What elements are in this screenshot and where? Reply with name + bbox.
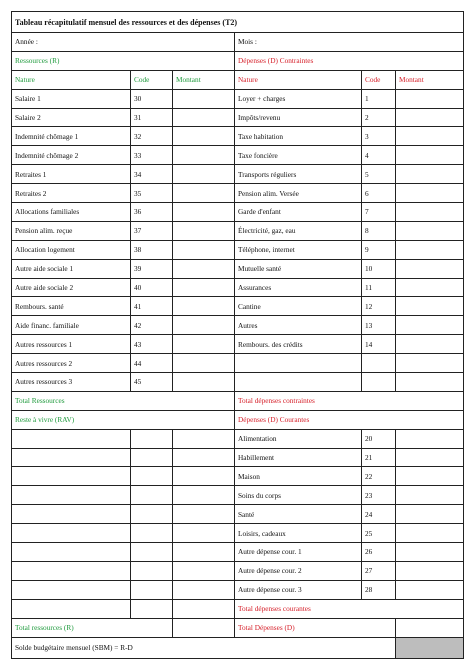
current-expense-amount-input[interactable] xyxy=(396,543,464,562)
resource-code: 37 xyxy=(131,221,173,240)
resource-nature: Salaire 2 xyxy=(12,108,131,127)
current-expense-nature: Autre dépense cour. 3 xyxy=(235,580,362,599)
resource-amount-input[interactable] xyxy=(173,203,235,222)
resources-nature-header: Nature xyxy=(12,70,131,89)
blank-nature-input[interactable] xyxy=(12,561,131,580)
resource-code: 42 xyxy=(131,316,173,335)
current-expense-nature: Maison xyxy=(235,467,362,486)
blank-nature-input[interactable] xyxy=(235,373,362,392)
resource-nature: Aide financ. familiale xyxy=(12,316,131,335)
current-expense-amount-input[interactable] xyxy=(396,580,464,599)
constrained-expense-code: 10 xyxy=(362,259,396,278)
current-expense-code: 21 xyxy=(362,448,396,467)
constrained-expense-code: 5 xyxy=(362,165,396,184)
blank-code-input[interactable] xyxy=(131,429,173,448)
resource-amount-input[interactable] xyxy=(173,259,235,278)
current-expense-code: 20 xyxy=(362,429,396,448)
resource-amount-input[interactable] xyxy=(173,240,235,259)
resource-nature: Allocations familiales xyxy=(12,203,131,222)
current-expense-amount-input[interactable] xyxy=(396,524,464,543)
blank-nature-input[interactable] xyxy=(235,354,362,373)
resource-code: 40 xyxy=(131,278,173,297)
constrained-expense-amount-input[interactable] xyxy=(396,184,464,203)
current-expense-code: 24 xyxy=(362,505,396,524)
blank-amount-input[interactable] xyxy=(173,599,235,618)
constrained-expense-amount-input[interactable] xyxy=(396,108,464,127)
total-resources-label: Total Ressources xyxy=(12,391,235,410)
resource-nature: Indemnité chômage 1 xyxy=(12,127,131,146)
blank-code-input[interactable] xyxy=(131,543,173,562)
resource-amount-input[interactable] xyxy=(173,165,235,184)
resource-amount-input[interactable] xyxy=(173,278,235,297)
constrained-expense-nature: Électricité, gaz, eau xyxy=(235,221,362,240)
current-expense-nature: Autre dépense cour. 2 xyxy=(235,561,362,580)
blank-nature-input[interactable] xyxy=(12,505,131,524)
blank-nature-input[interactable] xyxy=(12,448,131,467)
resource-nature: Autres ressources 2 xyxy=(12,354,131,373)
resource-code: 30 xyxy=(131,89,173,108)
resource-amount-input[interactable] xyxy=(173,335,235,354)
constrained-expense-nature: Rembours. des crédits xyxy=(235,335,362,354)
constrained-expense-amount-input[interactable] xyxy=(396,203,464,222)
resource-amount-input[interactable] xyxy=(173,297,235,316)
constrained-expense-amount-input[interactable] xyxy=(396,240,464,259)
resource-nature: Autres ressources 1 xyxy=(12,335,131,354)
resource-amount-input[interactable] xyxy=(173,146,235,165)
constrained-expense-nature: Mutuelle santé xyxy=(235,259,362,278)
resource-nature: Retraites 1 xyxy=(12,165,131,184)
constrained-expense-amount-input[interactable] xyxy=(396,89,464,108)
current-expense-nature: Habillement xyxy=(235,448,362,467)
total-current-label: Total dépenses courantes xyxy=(235,599,464,618)
constrained-expense-amount-input[interactable] xyxy=(396,278,464,297)
constrained-expense-code: 12 xyxy=(362,297,396,316)
total-d-label: Total Dépenses (D) xyxy=(235,618,396,637)
budget-table xyxy=(11,11,464,659)
resource-code: 33 xyxy=(131,146,173,165)
constrained-expense-nature: Transports réguliers xyxy=(235,165,362,184)
current-expense-code: 28 xyxy=(362,580,396,599)
blank-code-input[interactable] xyxy=(131,561,173,580)
blank-nature-input[interactable] xyxy=(12,429,131,448)
current-expense-nature: Soins du corps xyxy=(235,486,362,505)
resource-code: 35 xyxy=(131,184,173,203)
blank-nature-input[interactable] xyxy=(12,467,131,486)
resource-nature: Rembours. santé xyxy=(12,297,131,316)
total-r-amount-input[interactable] xyxy=(173,618,235,637)
blank-amount-input[interactable] xyxy=(173,561,235,580)
constrained-expense-amount-input[interactable] xyxy=(396,316,464,335)
blank-amount-input[interactable] xyxy=(173,429,235,448)
blank-code-input[interactable] xyxy=(131,448,173,467)
constrained-nature-header: Nature xyxy=(235,70,362,89)
resource-code: 38 xyxy=(131,240,173,259)
blank-amount-input[interactable] xyxy=(173,543,235,562)
resource-nature: Retraites 2 xyxy=(12,184,131,203)
constrained-expense-code: 13 xyxy=(362,316,396,335)
blank-nature-input[interactable] xyxy=(12,580,131,599)
resource-amount-input[interactable] xyxy=(173,108,235,127)
resource-nature: Salaire 1 xyxy=(12,89,131,108)
blank-amount-input[interactable] xyxy=(173,448,235,467)
constrained-expense-amount-input[interactable] xyxy=(396,297,464,316)
current-expense-amount-input[interactable] xyxy=(396,448,464,467)
resource-code: 45 xyxy=(131,373,173,392)
blank-nature-input[interactable] xyxy=(12,599,131,618)
blank-code-input[interactable] xyxy=(131,524,173,543)
constrained-expense-amount-input[interactable] xyxy=(396,165,464,184)
current-expense-code: 23 xyxy=(362,486,396,505)
constrained-expense-nature: Téléphone, internet xyxy=(235,240,362,259)
constrained-expense-nature: Assurances xyxy=(235,278,362,297)
constrained-expense-amount-input[interactable] xyxy=(396,146,464,165)
constrained-expense-code: 11 xyxy=(362,278,396,297)
mois-field[interactable]: Mois : xyxy=(235,33,464,52)
current-expense-nature: Loisirs, cadeaux xyxy=(235,524,362,543)
constrained-expense-amount-input[interactable] xyxy=(396,127,464,146)
resource-amount-input[interactable] xyxy=(173,354,235,373)
constrained-expense-nature: Loyer + charges xyxy=(235,89,362,108)
blank-amount-input[interactable] xyxy=(173,580,235,599)
blank-code-input[interactable] xyxy=(131,505,173,524)
constrained-expense-code: 2 xyxy=(362,108,396,127)
constrained-expense-code: 6 xyxy=(362,184,396,203)
resource-nature: Autre aide sociale 1 xyxy=(12,259,131,278)
resource-code: 43 xyxy=(131,335,173,354)
blank-code-input[interactable] xyxy=(131,467,173,486)
constrained-expense-code: 14 xyxy=(362,335,396,354)
resource-code: 39 xyxy=(131,259,173,278)
resource-code: 34 xyxy=(131,165,173,184)
constrained-expense-amount-input[interactable] xyxy=(396,221,464,240)
resource-nature: Pension alim. reçue xyxy=(12,221,131,240)
blank-amount-input[interactable] xyxy=(396,373,464,392)
resource-nature: Autres ressources 3 xyxy=(12,373,131,392)
constrained-expense-amount-input[interactable] xyxy=(396,335,464,354)
total-r-label: Total ressources (R) xyxy=(12,618,173,637)
annee-field[interactable]: Année : xyxy=(12,33,235,52)
current-expense-amount-input[interactable] xyxy=(396,486,464,505)
resources-montant-header: Montant xyxy=(173,70,235,89)
resource-amount-input[interactable] xyxy=(173,221,235,240)
current-expense-code: 25 xyxy=(362,524,396,543)
blank-code-input[interactable] xyxy=(131,486,173,505)
current-expenses-heading: Dépenses (D) Courantes xyxy=(235,410,464,429)
blank-nature-input[interactable] xyxy=(12,486,131,505)
blank-code-input[interactable] xyxy=(362,373,396,392)
resource-code: 36 xyxy=(131,203,173,222)
sbm-amount-input[interactable] xyxy=(396,637,464,658)
constrained-expense-amount-input[interactable] xyxy=(396,259,464,278)
current-expense-amount-input[interactable] xyxy=(396,467,464,486)
constrained-expense-code: 4 xyxy=(362,146,396,165)
blank-code-input[interactable] xyxy=(131,580,173,599)
blank-amount-input[interactable] xyxy=(173,505,235,524)
current-expense-amount-input[interactable] xyxy=(396,561,464,580)
constrained-expense-nature: Pension alim. Versée xyxy=(235,184,362,203)
blank-amount-input[interactable] xyxy=(173,486,235,505)
resource-code: 44 xyxy=(131,354,173,373)
constrained-expense-nature: Taxe habitation xyxy=(235,127,362,146)
resources-heading: Ressources (R) xyxy=(12,51,235,70)
table-title: Tableau récapitulatif mensuel des ressources et des dépenses (T2) xyxy=(12,12,464,33)
blank-nature-input[interactable] xyxy=(12,524,131,543)
blank-amount-input[interactable] xyxy=(173,524,235,543)
constrained-code-header: Code xyxy=(362,70,396,89)
constrained-expense-code: 9 xyxy=(362,240,396,259)
resource-nature: Allocation logement xyxy=(12,240,131,259)
resource-amount-input[interactable] xyxy=(173,373,235,392)
blank-amount-input[interactable] xyxy=(173,467,235,486)
total-d-amount-input[interactable] xyxy=(396,618,464,637)
constrained-expense-nature: Autres xyxy=(235,316,362,335)
constrained-montant-header: Montant xyxy=(396,70,464,89)
resource-nature: Indemnité chômage 2 xyxy=(12,146,131,165)
constrained-expense-code: 7 xyxy=(362,203,396,222)
constrained-expense-nature: Cantine xyxy=(235,297,362,316)
blank-amount-input[interactable] xyxy=(396,354,464,373)
resource-code: 31 xyxy=(131,108,173,127)
constrained-expenses-heading: Dépenses (D) Contraintes xyxy=(235,51,464,70)
constrained-expense-code: 8 xyxy=(362,221,396,240)
total-constrained-label: Total dépenses contraintes xyxy=(235,391,464,410)
current-expense-code: 26 xyxy=(362,543,396,562)
reste-a-vivre-label: Reste à vivre (RAV) xyxy=(12,410,235,429)
current-expense-code: 27 xyxy=(362,561,396,580)
current-expense-amount-input[interactable] xyxy=(396,505,464,524)
resources-code-header: Code xyxy=(131,70,173,89)
resource-nature: Autre aide sociale 2 xyxy=(12,278,131,297)
blank-nature-input[interactable] xyxy=(12,543,131,562)
resource-amount-input[interactable] xyxy=(173,316,235,335)
constrained-expense-nature: Taxe foncière xyxy=(235,146,362,165)
current-expense-amount-input[interactable] xyxy=(396,429,464,448)
blank-code-input[interactable] xyxy=(131,599,173,618)
blank-code-input[interactable] xyxy=(362,354,396,373)
constrained-expense-nature: Impôts/revenu xyxy=(235,108,362,127)
resource-amount-input[interactable] xyxy=(173,127,235,146)
resource-code: 32 xyxy=(131,127,173,146)
current-expense-code: 22 xyxy=(362,467,396,486)
constrained-expense-code: 3 xyxy=(362,127,396,146)
resource-amount-input[interactable] xyxy=(173,89,235,108)
constrained-expense-nature: Garde d'enfant xyxy=(235,203,362,222)
current-expense-nature: Alimentation xyxy=(235,429,362,448)
current-expense-nature: Autre dépense cour. 1 xyxy=(235,543,362,562)
constrained-expense-code: 1 xyxy=(362,89,396,108)
current-expense-nature: Santé xyxy=(235,505,362,524)
resource-code: 41 xyxy=(131,297,173,316)
sbm-label: Solde budgétaire mensuel (SBM) = R-D xyxy=(12,637,396,658)
resource-amount-input[interactable] xyxy=(173,184,235,203)
